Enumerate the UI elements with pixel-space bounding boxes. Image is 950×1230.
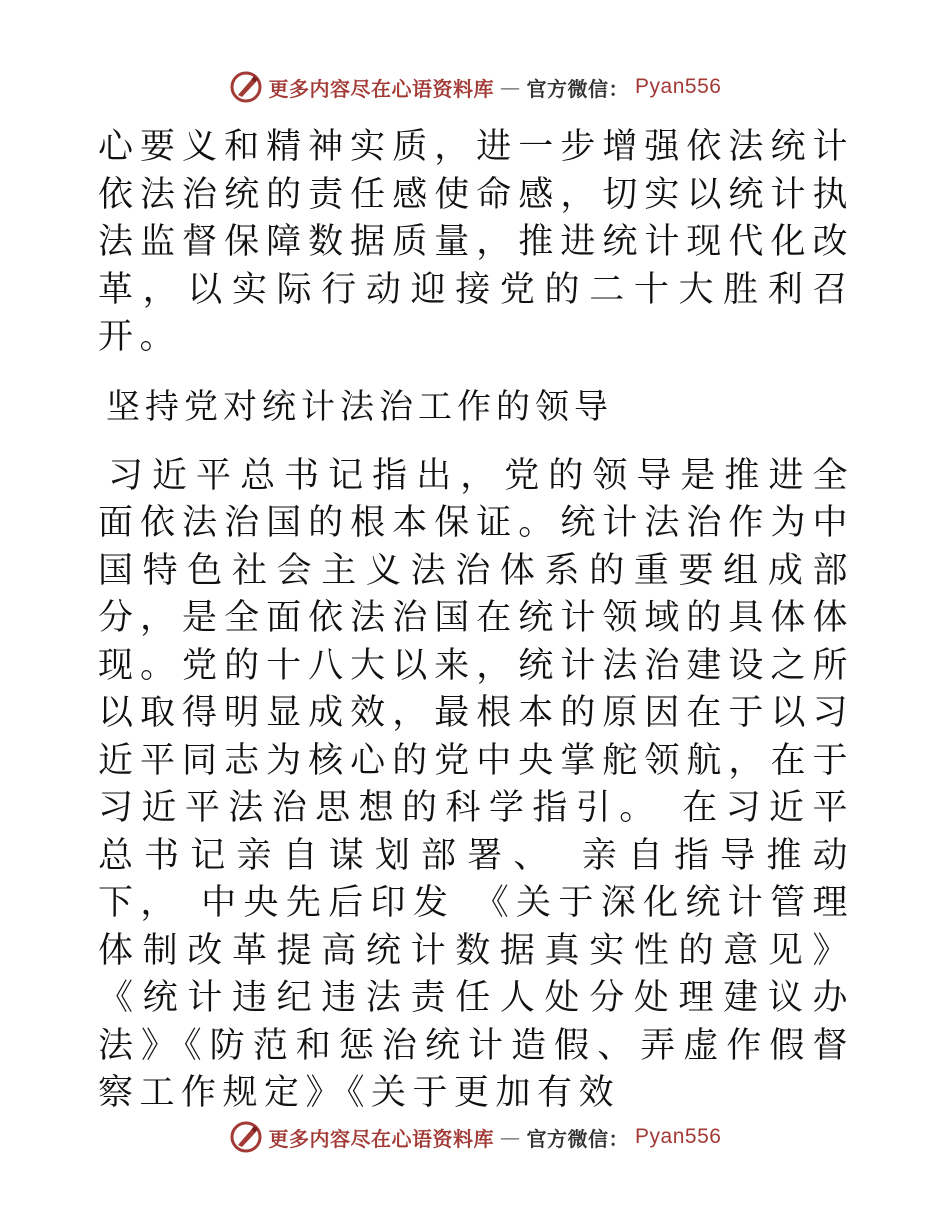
section-heading: 坚持党对统计法治工作的领导 xyxy=(106,386,613,427)
watermark-account: Pyan556 xyxy=(635,1125,722,1148)
watermark-official-label: 官方微信： xyxy=(526,1126,630,1151)
watermark-account: Pyan556 xyxy=(635,75,722,98)
watermark-separator: — xyxy=(500,1125,521,1149)
watermark-separator: — xyxy=(500,75,521,99)
watermark-official-label: 官方微信： xyxy=(526,76,630,101)
header-watermark xyxy=(0,70,950,104)
pen-circle-logo-icon xyxy=(229,70,263,104)
intro-paragraph: 心要义和精神实质，进一步增强依法统计依法治统的责任感使命感，切实以统计执法监督保障数据质量，推进统计现代化改革，以实际行动迎接党的二十大胜利召开。 xyxy=(98,127,854,357)
pen-circle-logo-icon xyxy=(229,1120,263,1154)
watermark-brand: 更多内容尽在心语资料库 xyxy=(268,76,495,101)
document-body xyxy=(98,124,854,1118)
watermark-brand: 更多内容尽在心语资料库 xyxy=(268,1126,495,1151)
footer-watermark xyxy=(0,1120,950,1154)
body-paragraph: 习近平总书记指出，党的领导是推进全面依法治国的根本保证。统计法治作为中国特色社会主义法治体系的重要组成部分，是全面依法治国在统计领域的具体体现。党的十八大以来，统计法治建设之所以取得明显成效，最根本的原因在于以习近平同志为核心的党中央掌舵领航，在于习近平法治思想的科学指引。 在习近平总书记亲自谋划部署、 亲自指导推动下， 中央先后印发 《关于深化统计管理体制改革提高统计数据真实性的意见》《统计违纪违法责任人处分处理建议办法》《防范和惩治统计造假、弄虚作假督察工作规定》《关于更加有效 xyxy=(98,455,854,1113)
